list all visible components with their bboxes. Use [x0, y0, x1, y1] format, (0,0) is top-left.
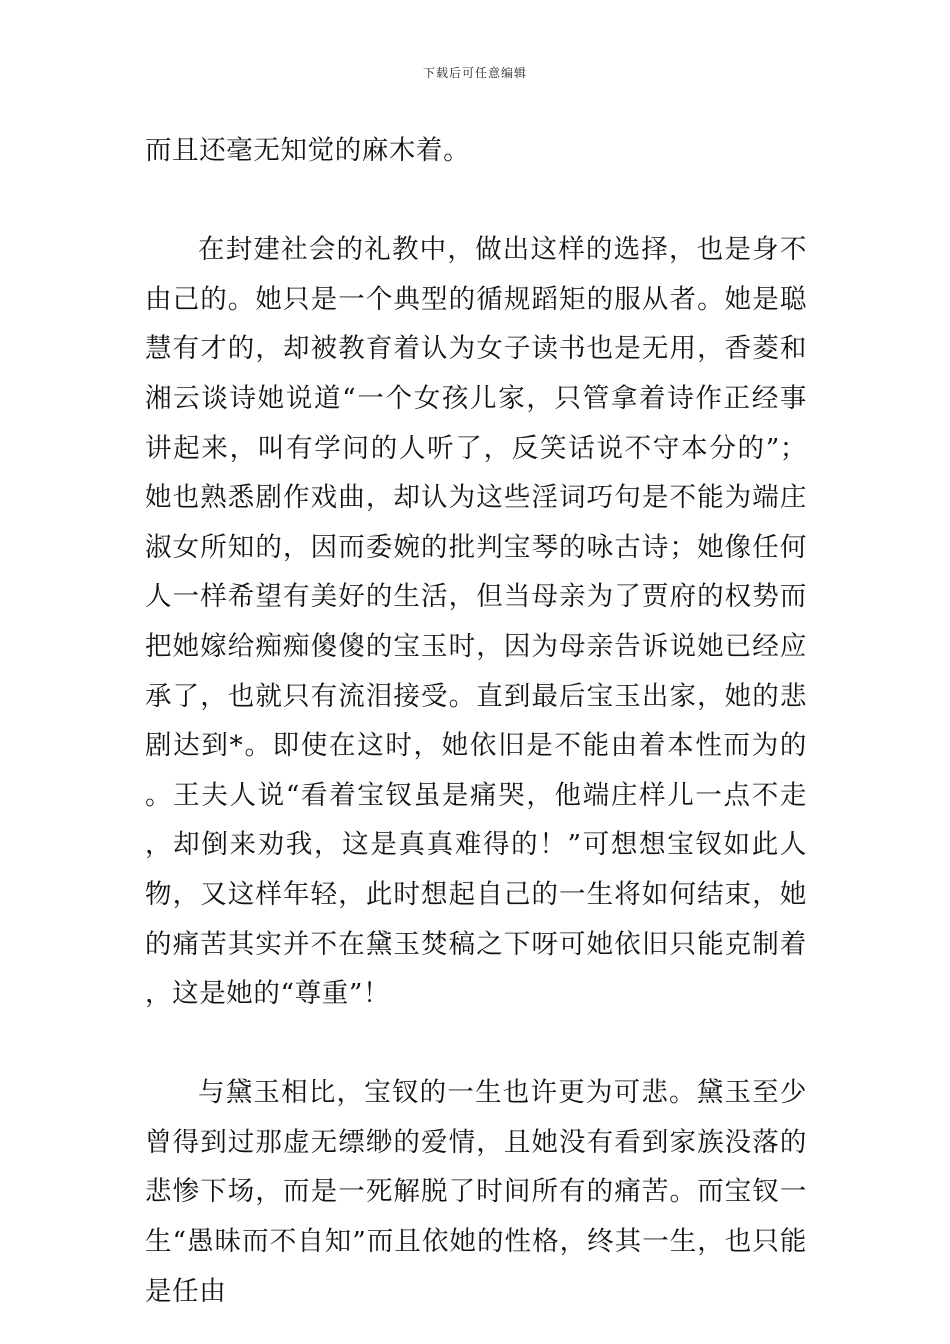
paragraph-baochai-choice: 在封建社会的礼教中，做出这样的选择，也是身不由己的。她只是一个典型的循规蹈矩的服从者。她是聪慧有才的，却被教育着认为女子读书也是无用，香菱和湘云谈诗她说道“一个女孩儿家，只管拿着诗作正经事讲起来，叫有学问的人听了，反笑话说不守本分的”；她也熟悉剧作戏曲，却认为这些淫词巧句是不能为端庄淑女所知的，因而委婉的批判宝琴的咏古诗；她像任何人一样希望有美好的生活，但当母亲为了贾府的权势而把她嫁给痴痴傻傻的宝玉时，因为母亲告诉说她已经应承了，也就只有流泪接受。直到最后宝玉出家，她的悲剧达到*。即使在这时，她依旧是不能由着本性而为的。王夫人说“看着宝钗虽是痛哭，他端庄样儿一点不走，却倒来劝我，这是真真难得的！”可想想宝钗如此人物，又这样年轻，此时想起自己的一生将如何结束，她的痛苦其实并不在黛玉焚稿之下呀可她依旧只能克制着，这是她的“尊重”！ [145, 234, 807, 1010]
paragraph-comparison-daiyu: 与黛玉相比，宝钗的一生也许更为可悲。黛玉至少曾得到过那虚无缥缈的爱情，且她没有看到家族没落的悲惨下场，而是一死解脱了时间所有的痛苦。而宝钗一生“愚昧而不自知”而且依她的性格，终其一生，也只能是任由 [145, 1077, 807, 1307]
paragraph-continuation: 而且还毫无知觉的麻木着。 [145, 135, 471, 166]
paragraph-gap [145, 176, 807, 226]
page-header: 下载后可任意编辑 [422, 66, 527, 80]
paragraph-gap [145, 1019, 807, 1069]
document-body [145, 126, 807, 1316]
